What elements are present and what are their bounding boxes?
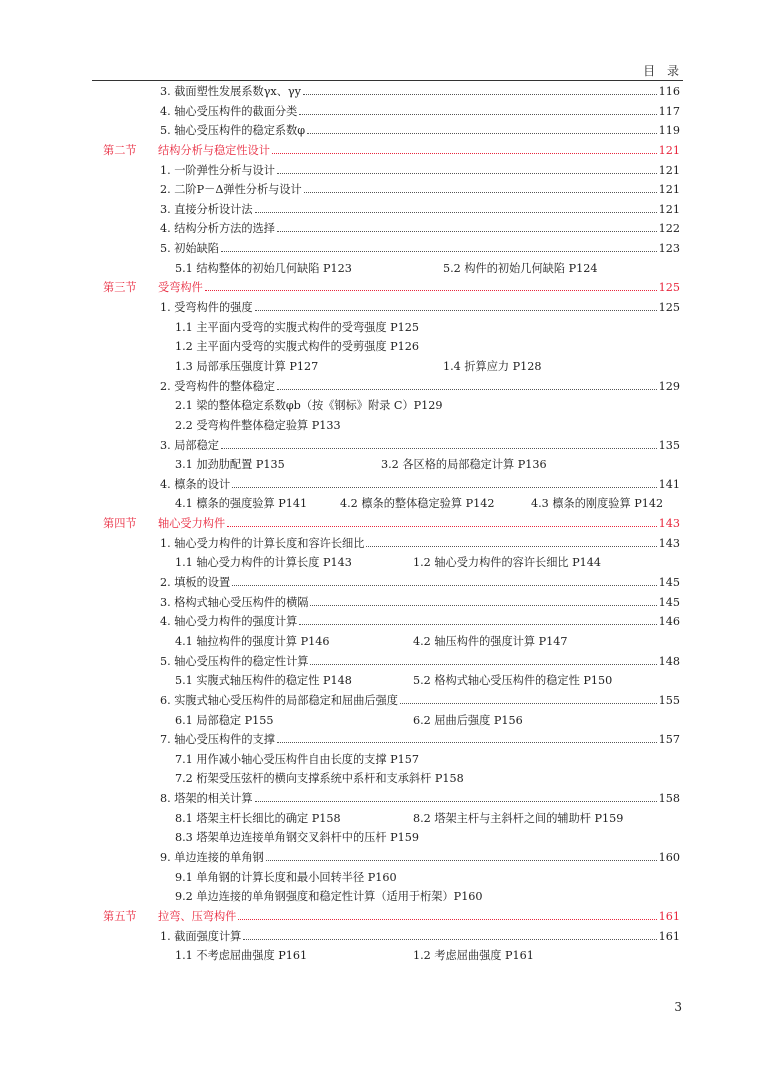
entry-page-number: 161 (658, 909, 680, 923)
dot-leader (238, 919, 656, 920)
toc-section-entry[interactable] (0, 907, 760, 927)
dot-leader (205, 290, 657, 291)
dot-leader (255, 212, 657, 213)
toc-entry[interactable] (0, 239, 760, 259)
entry-page-number: 123 (658, 242, 680, 256)
toc-subentry-text[interactable]: 3.1 加劲肋配置 P135 (175, 458, 285, 472)
toc-subentry-text[interactable]: 7.1 用作减小轴心受压构件自由长度的支撑 P157 (175, 752, 419, 766)
header-title: 目 录 (643, 64, 683, 78)
entry-title: 轴心受力构件 (158, 517, 226, 531)
entry-page-number: 160 (658, 850, 680, 864)
entry-title: 3. 局部稳定 (160, 438, 219, 452)
toc-entry[interactable] (0, 789, 760, 809)
toc-subentry-text[interactable]: 5.1 实腹式轴压构件的稳定性 P148 (175, 674, 352, 688)
entry-page-number: 145 (658, 576, 680, 590)
entry-title: 9. 单边连接的单角钢 (160, 850, 264, 864)
toc-subentry (0, 632, 760, 652)
toc-entry[interactable] (0, 200, 760, 220)
toc-subentry-text[interactable]: 9.2 单边连接的单角钢强度和稳定性计算（适用于桁架）P160 (175, 890, 483, 904)
toc-entry[interactable] (0, 573, 760, 593)
dot-leader (277, 173, 657, 174)
dot-leader (307, 133, 657, 134)
toc-subentry-text[interactable]: 8.1 塔架主杆长细比的确定 P158 (175, 811, 341, 825)
toc-subentry (0, 357, 760, 377)
entry-page-number: 155 (658, 693, 680, 707)
dot-leader (400, 703, 657, 704)
entry-title: 4. 轴心受压构件的截面分类 (160, 104, 298, 118)
toc-subentry-text[interactable]: 4.1 轴拉构件的强度计算 P146 (175, 634, 330, 648)
toc-subentry (0, 887, 760, 907)
toc-section-entry[interactable] (0, 141, 760, 161)
toc-subentry-text[interactable]: 1.4 折算应力 P128 (443, 359, 542, 373)
dot-leader (310, 664, 656, 665)
toc-subentry (0, 868, 760, 888)
entry-title: 5. 轴心受压构件的稳定性计算 (160, 654, 309, 668)
toc-entry[interactable] (0, 180, 760, 200)
section-label: 第五节 (103, 909, 137, 923)
entry-title: 2. 受弯构件的整体稳定 (160, 379, 275, 393)
toc-subentry (0, 750, 760, 770)
entry-page-number: 121 (658, 183, 680, 197)
entry-page-number: 117 (658, 104, 680, 118)
dot-leader (255, 310, 657, 311)
page-header (92, 58, 683, 81)
toc-subentry-text[interactable]: 5.2 构件的初始几何缺陷 P124 (443, 261, 598, 275)
entry-page-number: 129 (658, 379, 680, 393)
entry-title: 8. 塔架的相关计算 (160, 792, 253, 806)
toc-entry[interactable] (0, 219, 760, 239)
toc-subentry-text[interactable]: 2.2 受弯构件整体稳定验算 P133 (175, 418, 341, 432)
entry-page-number: 143 (658, 517, 680, 531)
dot-leader (232, 487, 656, 488)
dot-leader (299, 114, 656, 115)
toc-subentry-text[interactable]: 6.2 屈曲后强度 P156 (413, 713, 523, 727)
toc-subentry-text[interactable]: 1.2 轴心受力构件的容许长细比 P144 (413, 556, 602, 570)
entry-page-number: 121 (658, 143, 680, 157)
dot-leader (310, 605, 656, 606)
entry-page-number: 125 (658, 301, 680, 315)
toc-subentry-text[interactable]: 9.1 单角钢的计算长度和最小回转半径 P160 (175, 870, 397, 884)
toc-subentry-text[interactable]: 7.2 桁架受压弦杆的横向支撑系统中系杆和支承斜杆 P158 (175, 772, 464, 786)
table-of-contents (0, 82, 760, 966)
entry-page-number: 135 (658, 438, 680, 452)
toc-entry[interactable] (0, 298, 760, 318)
dot-leader (277, 389, 657, 390)
toc-subentry-text[interactable]: 4.3 檩条的刚度验算 P142 (531, 497, 664, 511)
toc-subentry (0, 769, 760, 789)
toc-subentry (0, 337, 760, 357)
dot-leader (299, 624, 656, 625)
toc-subentry-text[interactable]: 1.1 不考虑屈曲强度 P161 (175, 949, 308, 963)
toc-subentry (0, 946, 760, 966)
toc-entry[interactable] (0, 534, 760, 554)
page-number: 3 (674, 1000, 682, 1014)
entry-page-number: 121 (658, 163, 680, 177)
entry-title: 受弯构件 (158, 281, 203, 295)
toc-entry[interactable] (0, 121, 760, 141)
entry-title: 5. 轴心受压构件的稳定系数φ (160, 124, 306, 138)
dot-leader (221, 448, 657, 449)
toc-subentry (0, 455, 760, 475)
toc-entry[interactable] (0, 82, 760, 102)
toc-subentry-text[interactable]: 1.2 考虑屈曲强度 P161 (413, 949, 534, 963)
toc-subentry (0, 809, 760, 829)
entry-title: 1. 截面强度计算 (160, 929, 242, 943)
entry-title: 1. 一阶弹性分析与设计 (160, 163, 275, 177)
toc-subentry-text[interactable]: 6.1 局部稳定 P155 (175, 713, 274, 727)
dot-leader (272, 153, 657, 154)
toc-entry[interactable] (0, 436, 760, 456)
entry-page-number: 161 (658, 929, 680, 943)
toc-subentry-text[interactable]: 8.2 塔架主杆与主斜杆之间的辅助杆 P159 (413, 811, 624, 825)
toc-entry[interactable] (0, 730, 760, 750)
toc-subentry-text[interactable]: 2.1 梁的整体稳定系数φb（按《钢标》附录 C）P129 (175, 399, 443, 413)
dot-leader (266, 860, 657, 861)
entry-page-number: 146 (658, 615, 680, 629)
dot-leader (221, 251, 657, 252)
toc-subentry (0, 711, 760, 731)
entry-page-number: 125 (658, 281, 680, 295)
dot-leader (277, 742, 657, 743)
toc-subentry-text[interactable]: 3.2 各区格的局部稳定计算 P136 (381, 458, 547, 472)
entry-title: 4. 檩条的设计 (160, 477, 231, 491)
toc-subentry (0, 553, 760, 573)
entry-title: 7. 轴心受压构件的支撑 (160, 733, 275, 747)
toc-subentry-text[interactable]: 5.2 格构式轴心受压构件的稳定性 P150 (413, 674, 613, 688)
entry-page-number: 119 (658, 124, 680, 138)
toc-subentry (0, 259, 760, 279)
entry-title: 4. 结构分析方法的选择 (160, 222, 275, 236)
toc-section-entry[interactable] (0, 514, 760, 534)
toc-entry[interactable] (0, 691, 760, 711)
section-label: 第二节 (103, 143, 137, 157)
toc-subentry (0, 416, 760, 436)
dot-leader (277, 231, 657, 232)
entry-page-number: 141 (658, 477, 680, 491)
toc-subentry-text[interactable]: 1.1 主平面内受弯的实腹式构件的受弯强度 P125 (175, 320, 419, 334)
section-label: 第三节 (103, 281, 137, 295)
dot-leader (366, 546, 656, 547)
toc-entry[interactable] (0, 927, 760, 947)
entry-page-number: 121 (658, 202, 680, 216)
entry-title: 结构分析与稳定性设计 (158, 143, 270, 157)
toc-subentry-text[interactable]: 4.2 檩条的整体稳定验算 P142 (340, 497, 495, 511)
toc-subentry-text[interactable]: 8.3 塔架单边连接单角钢交叉斜杆中的压杆 P159 (175, 831, 419, 845)
entry-title: 6. 实腹式轴心受压构件的局部稳定和屈曲后强度 (160, 693, 398, 707)
dot-leader (255, 801, 657, 802)
toc-entry[interactable] (0, 612, 760, 632)
toc-subentry (0, 828, 760, 848)
entry-page-number: 148 (658, 654, 680, 668)
entry-title: 3. 直接分析设计法 (160, 202, 253, 216)
toc-entry[interactable] (0, 377, 760, 397)
toc-subentry (0, 671, 760, 691)
dot-leader (243, 939, 656, 940)
entry-page-number: 143 (658, 536, 680, 550)
toc-entry[interactable] (0, 848, 760, 868)
entry-page-number: 145 (658, 595, 680, 609)
dot-leader (303, 94, 657, 95)
toc-subentry-text[interactable]: 1.1 轴心受力构件的计算长度 P143 (175, 556, 352, 570)
toc-section-entry[interactable] (0, 278, 760, 298)
toc-subentry (0, 494, 760, 514)
toc-entry[interactable] (0, 102, 760, 122)
toc-subentry-text[interactable]: 4.2 轴压构件的强度计算 P147 (413, 634, 568, 648)
toc-entry[interactable] (0, 652, 760, 672)
entry-page-number: 157 (658, 733, 680, 747)
toc-entry[interactable] (0, 475, 760, 495)
dot-leader (232, 585, 656, 586)
entry-title: 2. 填板的设置 (160, 576, 231, 590)
entry-title: 1. 轴心受力构件的计算长度和容许长细比 (160, 536, 365, 550)
toc-subentry-text[interactable]: 4.1 檩条的强度验算 P141 (175, 497, 308, 511)
dot-leader (227, 526, 657, 527)
dot-leader (304, 192, 657, 193)
toc-subentry-text[interactable]: 1.2 主平面内受弯的实腹式构件的受剪强度 P126 (175, 340, 419, 354)
toc-entry[interactable] (0, 593, 760, 613)
toc-subentry-text[interactable]: 5.1 结构整体的初始几何缺陷 P123 (175, 261, 352, 275)
toc-subentry-text[interactable]: 1.3 局部承压强度计算 P127 (175, 359, 319, 373)
entry-title: 3. 格构式轴心受压构件的横隔 (160, 595, 309, 609)
entry-title: 1. 受弯构件的强度 (160, 301, 253, 315)
entry-page-number: 116 (658, 85, 680, 98)
entry-title: 4. 轴心受力构件的强度计算 (160, 615, 298, 629)
toc-subentry (0, 318, 760, 338)
section-label: 第四节 (103, 517, 137, 531)
toc-entry[interactable] (0, 161, 760, 181)
entry-title: 2. 二阶P－Δ弹性分析与设计 (160, 183, 302, 197)
entry-title: 3. 截面塑性发展系数γx、γy (160, 85, 301, 98)
entry-title: 5. 初始缺陷 (160, 242, 219, 256)
entry-page-number: 122 (658, 222, 680, 236)
toc-subentry (0, 396, 760, 416)
entry-title: 拉弯、压弯构件 (158, 909, 237, 923)
entry-page-number: 158 (658, 792, 680, 806)
